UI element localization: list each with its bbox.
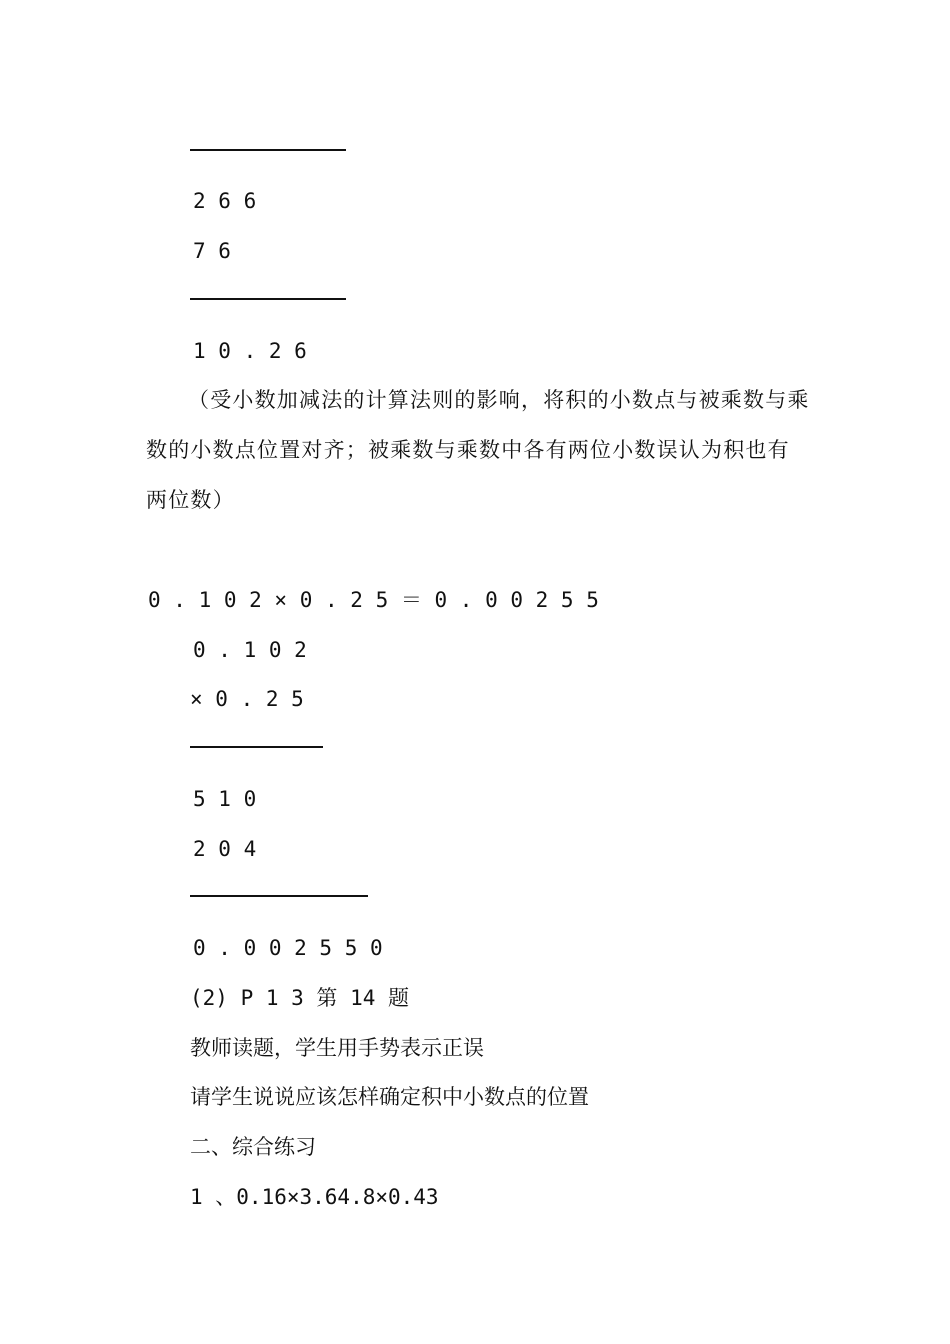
partial-product-1: 5 1 0: [193, 787, 257, 811]
product-result: 0 . 0 0 2 5 5 0: [193, 936, 383, 960]
partial-product-1: 2 6 6: [193, 189, 257, 213]
exercise-reference: (2) P 1 3 第 14 题: [190, 986, 410, 1010]
multiplier: × 0 . 2 5: [190, 687, 304, 711]
product-result: 1 0 . 2 6: [193, 339, 307, 363]
teacher-instruction: 教师读题，学生用手势表示正误: [190, 1036, 484, 1060]
section-heading: 二、综合练习: [190, 1135, 316, 1159]
multiplicand: 0 . 1 0 2: [193, 638, 307, 662]
vertical-calc-rule: [190, 895, 368, 897]
error-explanation: （受小数加减法的计算法则的影响，将积的小数点与被乘数与乘数的小数点位置对齐；被乘数与乘数中各有两位小数误认为积也有两位数）: [146, 388, 810, 512]
vertical-calc-rule: [190, 746, 323, 748]
student-instruction: 请学生说说应该怎样确定积中小数点的位置: [190, 1085, 589, 1109]
equation-line: 0 . 1 0 2 × 0 . 2 5 ＝ 0 . 0 0 2 5 5: [148, 588, 599, 612]
practice-item: 1 、0.16×3.64.8×0.43: [190, 1185, 439, 1209]
partial-product-2: 2 0 4: [193, 837, 257, 861]
vertical-calc-rule: [190, 149, 346, 151]
partial-product-2: 7 6: [193, 239, 231, 263]
vertical-calc-rule: [190, 298, 346, 300]
